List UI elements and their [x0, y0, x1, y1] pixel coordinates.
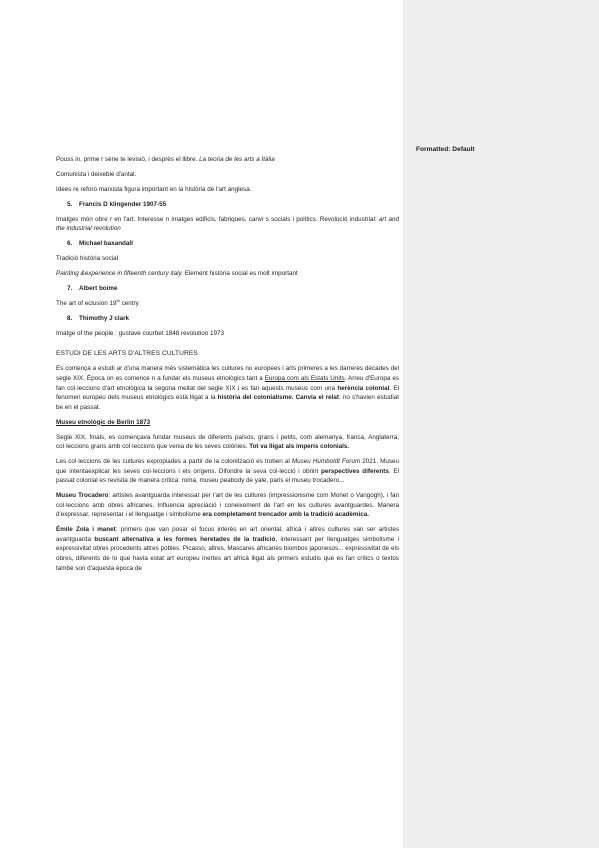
list-item: 5. Francis D klingender 1907-55: [67, 200, 167, 208]
format-change-balloon[interactable]: Formatted: Default: [416, 146, 475, 153]
document-body: [56, 155, 399, 578]
paragraph: Émile Zola i manet: primers que van posar el focus interès en art oriental, africà i altres cultures van ser artistes avantguarda buscant alternativa a les formes heretades de la tradició, interessant per llenguatges simbolisme i expressivitat obres procedents altres pobles. Picasso, altres. Mascares africanes biombos japonesos... expressivitat de els obres, diferents de lo que havia estat art europeu inertes art africà lligat als primers estudis que es fan crítics o textos també son d'aquesta època de: [56, 526, 400, 572]
paragraph: Painting &experience in fifteenth century italy. Element història social es molt important: [56, 270, 298, 278]
section-heading: ESTUDI DE LES ARTS D'ALTRES CULTURES: [56, 349, 198, 357]
underlined-text: Europa com als Estats Units: [264, 374, 345, 382]
list-item: 6. Michael baxandall: [67, 240, 133, 248]
paragraph: Museu Trocadero: artistes avantguarda interessar per l'art de les cultures (impressionisme com Monet o Vangogh), i fan col·leccions amb obres africanes. Influencia apreciació i coneixement de l'art en les cultures avantguardes. Manera d'expressar, representar i el llenguatge i simbolisme era completament trencador amb la tradició acadèmica.: [56, 492, 399, 519]
subheading: Museu etnològic de Berlin 1873: [56, 418, 151, 426]
paragraph: Imatges món obre r en l'art. Interesse n imatges edificis, fabriques, canvi s socials i polítics. Revolució industrial: art and the industrial revolution: [56, 215, 399, 233]
paragraph: Les col·leccions de les cultures expropiades a partir de la colonització es troben al Museu Humboldt Forum 2021. Museu que intentaexplicar les seves col·leccions i els orígens. Difondre la seva col·lecció i obrint perspectives diferents. El passat colonial es revisita de manera crítica: roma, museu peabody de yale, paris el museu trocadero...: [56, 458, 399, 485]
paragraph: Imatge of the people : gustave courbet 1848 revolution 1973: [56, 330, 225, 338]
paragraph: Es comença a estudi ar d'una manera més sistemàtica les cultures no europees i arts primeres a les darreres dècades del segle XIX. Època on es comence n a fundar els museus etnològics tant a Europa com als Estats Units. Arreu d'Europa es fan col·leccions d'art etnològica la segona meitat del segle XIX i es fan aquests museus com una herència colonial. El fenomen europeu dels museus etnològics està lligat a la història del colonialisme. Canvia el relat: no s'havien estudiat be en el passat.: [56, 365, 400, 411]
paragraph: Idees re reforo marxista figura important en la història de l'art anglesa.: [56, 185, 252, 193]
comment-margin-pane: [403, 0, 599, 848]
list-item: 8. Thimothy J clark: [67, 315, 130, 323]
paragraph: The art of eclusion 19th centry: [56, 298, 139, 308]
paragraph: Segle XIX, finals, es començava fundar museus de diferents països, grans i petits, com alemanya, franca, Anglaterra, col·leccions grans amb col·leccions que venia de les seves colònies. Tot va lligat als imperis colonials.: [56, 433, 399, 451]
list-item: 7. Albert boime: [67, 285, 118, 293]
paragraph: Tradició història social: [56, 255, 119, 263]
paragraph: Pouss in, prime r sèrie te levisió, i desprès el llibre. La teoria de les arts a Itàlia: [56, 156, 275, 163]
paragraph: Comunista i deixeble d'antal.: [56, 170, 137, 178]
